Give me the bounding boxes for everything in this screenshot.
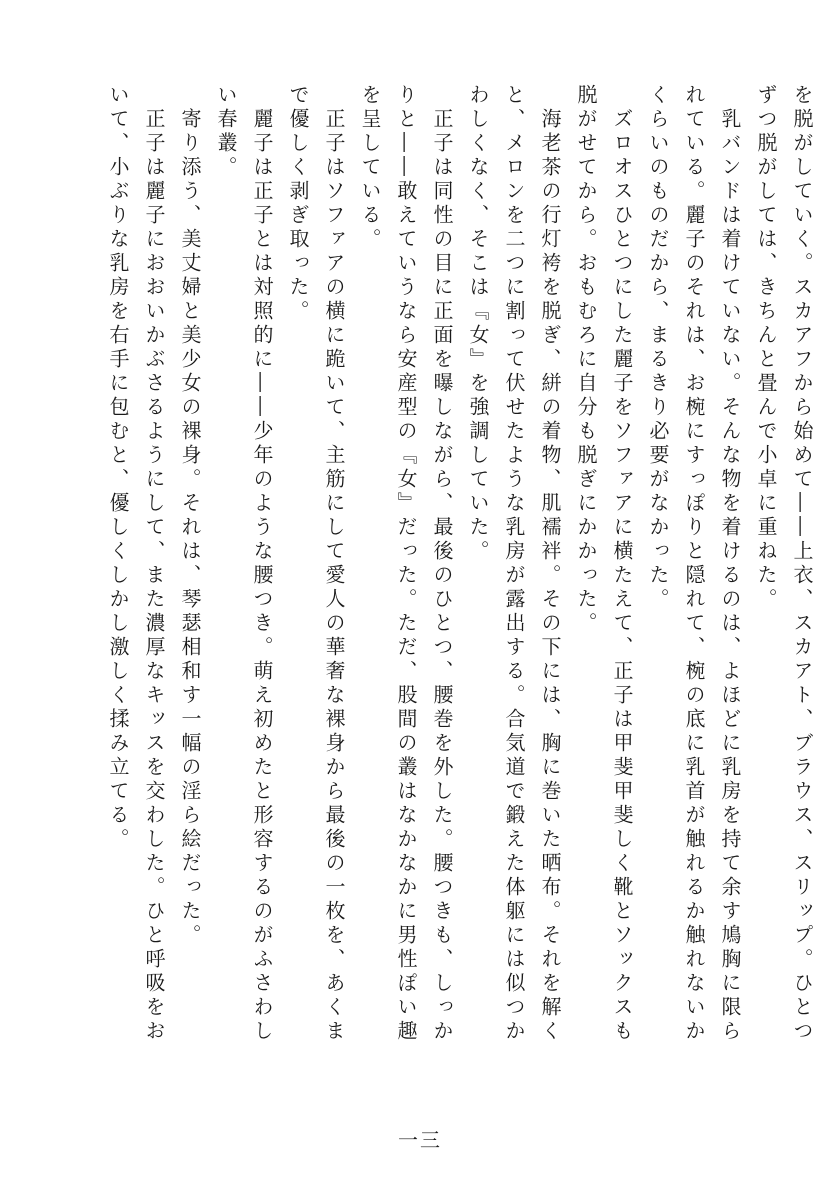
page-number: 一三	[398, 1128, 442, 1152]
text-line: くらいのものだから、まるきり必要がなかった。	[646, 84, 670, 612]
body-text	[0, 84, 820, 1044]
text-line: れている。麗子のそれは、お椀にすっぽりと隠れて、椀の底に乳首が触れるか触れないか	[682, 84, 706, 1044]
text-line: 正子は麗子におおいかぶさるようにして、また濃厚なキッスを交わした。ひと呼吸をお	[142, 84, 166, 1044]
text-line: で優しく剥ぎ取った。	[286, 84, 310, 324]
text-line: 麗子は正子とは対照的に――少年のような腰つき。萌え初めたと形容するのがふさわし	[250, 84, 274, 1044]
text-line: い春叢。	[214, 84, 238, 180]
text-line: 正子は同性の目に正面を曝しながら、最後のひとつ、腰巻を外した。腰つきも、しっか	[430, 84, 454, 1044]
text-line: 脱がせてから。おもむろに自分も脱ぎにかかった。	[574, 84, 598, 636]
text-line: りと――敢えていうなら安産型の『女』だった。ただ、股間の叢はなかなかに男性ぽい趣	[394, 84, 418, 1044]
text-line: と、メロンを二つに割って伏せたような乳房が露出する。合気道で鍛えた体躯には似つか	[502, 84, 526, 1044]
text-line: 正子はソファアの横に跪いて、主筋にして愛人の華奢な裸身から最後の一枚を、あくま	[322, 84, 346, 1044]
text-line: 寄り添う、美丈婦と美少女の裸身。それは、琴瑟相和す一幅の淫ら絵だった。	[178, 84, 202, 948]
text-line: ずつ脱がしては、きちんと畳んで小卓に重ねた。	[754, 84, 778, 612]
text-line: を呈している。	[358, 84, 382, 252]
text-line: わしくなく、そこは『女』を強調していた。	[466, 84, 490, 564]
text-line: 海老茶の行灯袴を脱ぎ、絣の着物、肌襦袢。その下には、胸に巻いた晒布。それを解く	[538, 84, 562, 1044]
text-line: 乳バンドは着けていない。そんな物を着けるのは、よほどに乳房を持て余す鳩胸に限ら	[718, 84, 742, 1044]
text-line: を脱がしていく。スカアフから始めて――上衣、スカアト、ブラウス、スリップ。ひとつ	[790, 84, 814, 1044]
text-line: ズロオスひとつにした麗子をソファアに横たえて、正子は甲斐甲斐しく靴とソックスも	[610, 84, 634, 1044]
text-line: いて、小ぶりな乳房を右手に包むと、優しくしかし激しく揉み立てる。	[106, 84, 130, 852]
